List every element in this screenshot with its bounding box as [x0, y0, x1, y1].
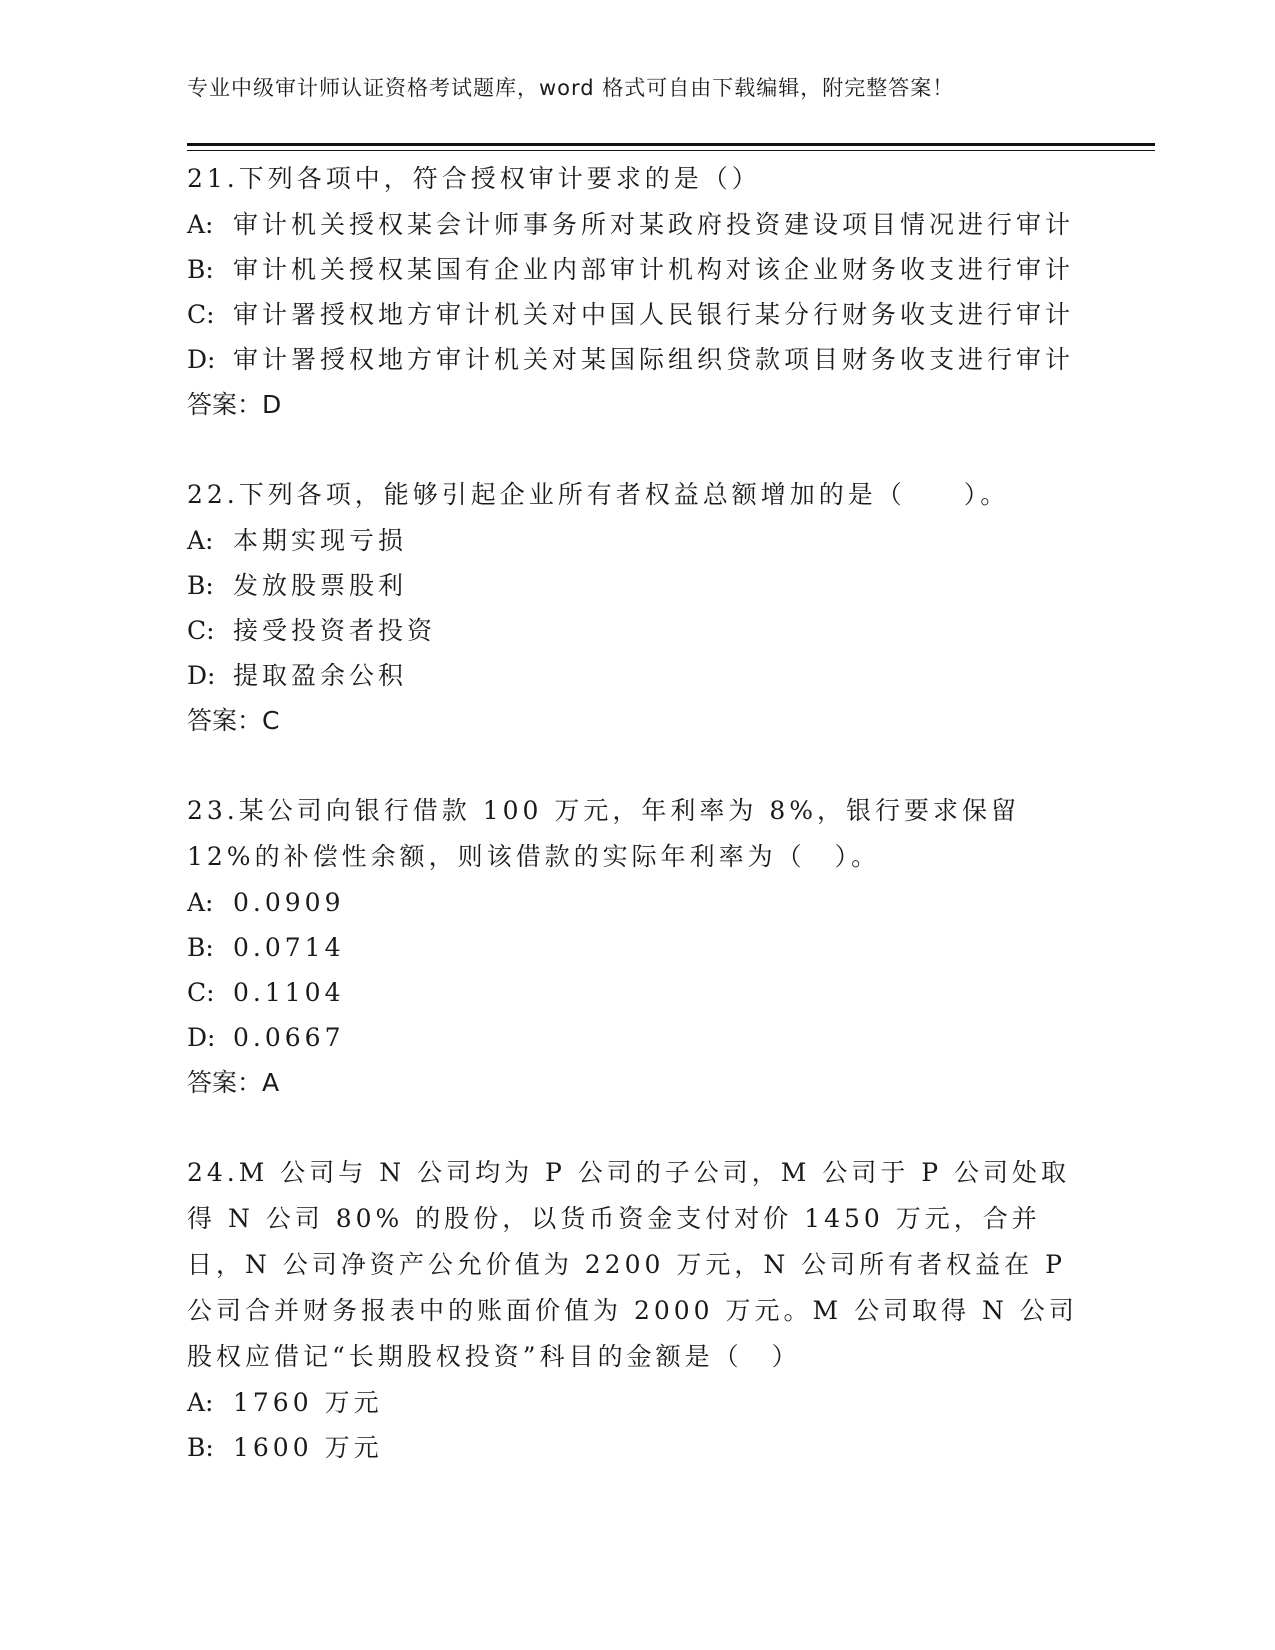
answer-line: 答案：A: [187, 1068, 280, 1097]
option-text: 本期实现亏损: [233, 526, 408, 555]
option-a: [187, 880, 1087, 925]
option-key: D:: [187, 661, 216, 690]
option-key: B:: [187, 1433, 214, 1462]
option-d: [187, 653, 1087, 698]
question-21: [187, 156, 1087, 428]
option-text: 发放股票股利: [233, 571, 408, 600]
question-23: [187, 788, 1087, 1106]
option-d: [187, 337, 1087, 382]
option-key: C:: [187, 300, 215, 329]
question-stem: 24.M 公司与 N 公司均为 P 公司的子公司，M 公司于 P 公司处取得 N 公司 80% 的股份，以货币资金支付对价 1450 万元，合并日，N 公司净资产公允价值为 2200 万元，N 公司所有者权益在 P 公司合并财务报表中的账面价值为 2000 万元。M 公司取得 N 公司股权应借记“长期股权投资”科目的金额是（ ）: [187, 1158, 1078, 1371]
option-a: [187, 202, 1087, 247]
option-c: [187, 608, 1087, 653]
option-text: 1760 万元: [233, 1388, 383, 1417]
question-24: [187, 1150, 1087, 1470]
option-text: 0.1104: [233, 978, 345, 1007]
question-stem: 22.下列各项，能够引起企业所有者权益总额增加的是（ ）。: [187, 480, 1010, 509]
option-text: 0.0909: [233, 888, 345, 917]
option-text: 审计机关授权某国有企业内部审计机构对该企业财务收支进行审计: [233, 255, 1075, 284]
option-key: D:: [187, 1023, 216, 1052]
option-text: 1600 万元: [233, 1433, 383, 1462]
option-d: [187, 1015, 1087, 1060]
option-key: B:: [187, 255, 214, 284]
option-c: [187, 292, 1087, 337]
option-key: A:: [187, 210, 214, 239]
question-stem: 23.某公司向银行借款 100 万元，年利率为 8%，银行要求保留 12%的补偿性余额，则该借款的实际年利率为（ ）。: [187, 796, 1020, 871]
page-header: 专业中级审计师认证资格考试题库，word 格式可自由下载编辑，附完整答案！: [187, 76, 955, 100]
option-a: [187, 518, 1087, 563]
header-rule-thin: [187, 150, 1155, 151]
option-b: [187, 247, 1087, 292]
option-c: [187, 970, 1087, 1015]
option-b: [187, 925, 1087, 970]
option-text: 接受投资者投资: [233, 616, 437, 645]
question-22: [187, 472, 1087, 744]
option-text: 审计机关授权某会计师事务所对某政府投资建设项目情况进行审计: [233, 210, 1075, 239]
option-b: [187, 563, 1087, 608]
option-text: 审计署授权地方审计机关对某国际组织贷款项目财务收支进行审计: [233, 345, 1075, 374]
option-a: [187, 1380, 1087, 1425]
option-key: A:: [187, 888, 214, 917]
option-key: B:: [187, 571, 214, 600]
answer-line: 答案：C: [187, 706, 280, 735]
option-key: A:: [187, 1388, 214, 1417]
option-key: A:: [187, 526, 214, 555]
option-key: D:: [187, 345, 216, 374]
answer-line: 答案：D: [187, 390, 282, 419]
option-key: B:: [187, 933, 214, 962]
question-stem: 21.下列各项中，符合授权审计要求的是（）: [187, 164, 761, 193]
option-key: C:: [187, 978, 215, 1007]
header-rule-thick: [187, 143, 1155, 146]
question-list: [187, 156, 1087, 1514]
option-text: 0.0714: [233, 933, 345, 962]
option-text: 提取盈余公积: [233, 661, 408, 690]
option-b: [187, 1425, 1087, 1470]
option-key: C:: [187, 616, 215, 645]
option-text: 审计署授权地方审计机关对中国人民银行某分行财务收支进行审计: [233, 300, 1075, 329]
option-text: 0.0667: [233, 1023, 345, 1052]
